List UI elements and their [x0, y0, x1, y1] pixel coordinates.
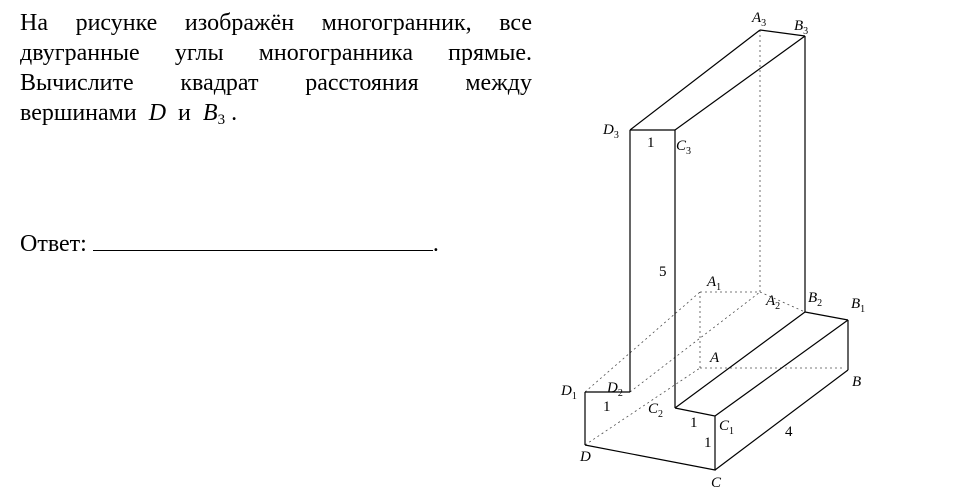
hidden-edge-d1-a1 [585, 292, 700, 392]
label-a3: $A_3$ [752, 10, 767, 29]
label-b1: $B_1$ [851, 296, 866, 315]
edge-c-b [715, 370, 848, 470]
label-d3: $D_3$ [603, 122, 619, 141]
problem-line-2: двугранные углы многогранника прямые. [20, 40, 532, 66]
dim-top-width: 1 [647, 135, 655, 151]
label-b2: $B_2$ [808, 290, 823, 309]
label-a2: $A_2$ [766, 293, 781, 312]
dimension-labels [603, 135, 793, 451]
label-b3: $B_3$ [794, 18, 809, 37]
label-c: C [711, 475, 722, 491]
vertex-labels [560, 10, 865, 491]
hidden-edge-d2-a2 [630, 292, 760, 392]
point-b3-subscript: 3 [217, 112, 226, 128]
dim-c1-c2: 1 [690, 415, 698, 431]
edge-c3-b3 [675, 36, 805, 130]
edge-c1-b1 [715, 320, 848, 416]
hidden-edges [585, 30, 845, 445]
visible-edges [585, 30, 848, 470]
label-a: A [710, 350, 720, 366]
point-b3: B [202, 100, 218, 126]
answer-label: Ответ: [20, 231, 87, 257]
label-b: B [852, 374, 862, 390]
point-d: D [148, 100, 167, 126]
dim-step-width: 1 [603, 399, 611, 415]
label-c2: $C_2$ [648, 401, 664, 420]
label-d: D [580, 449, 591, 465]
edge-b2-b1 [805, 312, 848, 320]
dim-length: 4 [785, 424, 793, 440]
label-c1: $C_1$ [719, 418, 735, 437]
label-c3: $C_3$ [676, 138, 692, 157]
dim-c-c1: 1 [704, 435, 712, 451]
dim-height: 5 [659, 264, 667, 280]
problem-line-1: На рисунке изображён многогранник, все [20, 10, 532, 36]
problem-line-4-prefix: вершинами [20, 100, 137, 126]
answer-end: . [432, 231, 439, 257]
label-a1: $A_1$ [707, 274, 722, 293]
label-d2: $D_2$ [607, 380, 623, 399]
problem-line-3: Вычислите квадрат расстояния между [20, 70, 532, 96]
edge-c2-b2 [675, 312, 805, 408]
problem-line-4-suffix: . [231, 100, 238, 126]
conjunction: и [178, 100, 191, 126]
label-d1: $D_1$ [561, 383, 577, 402]
